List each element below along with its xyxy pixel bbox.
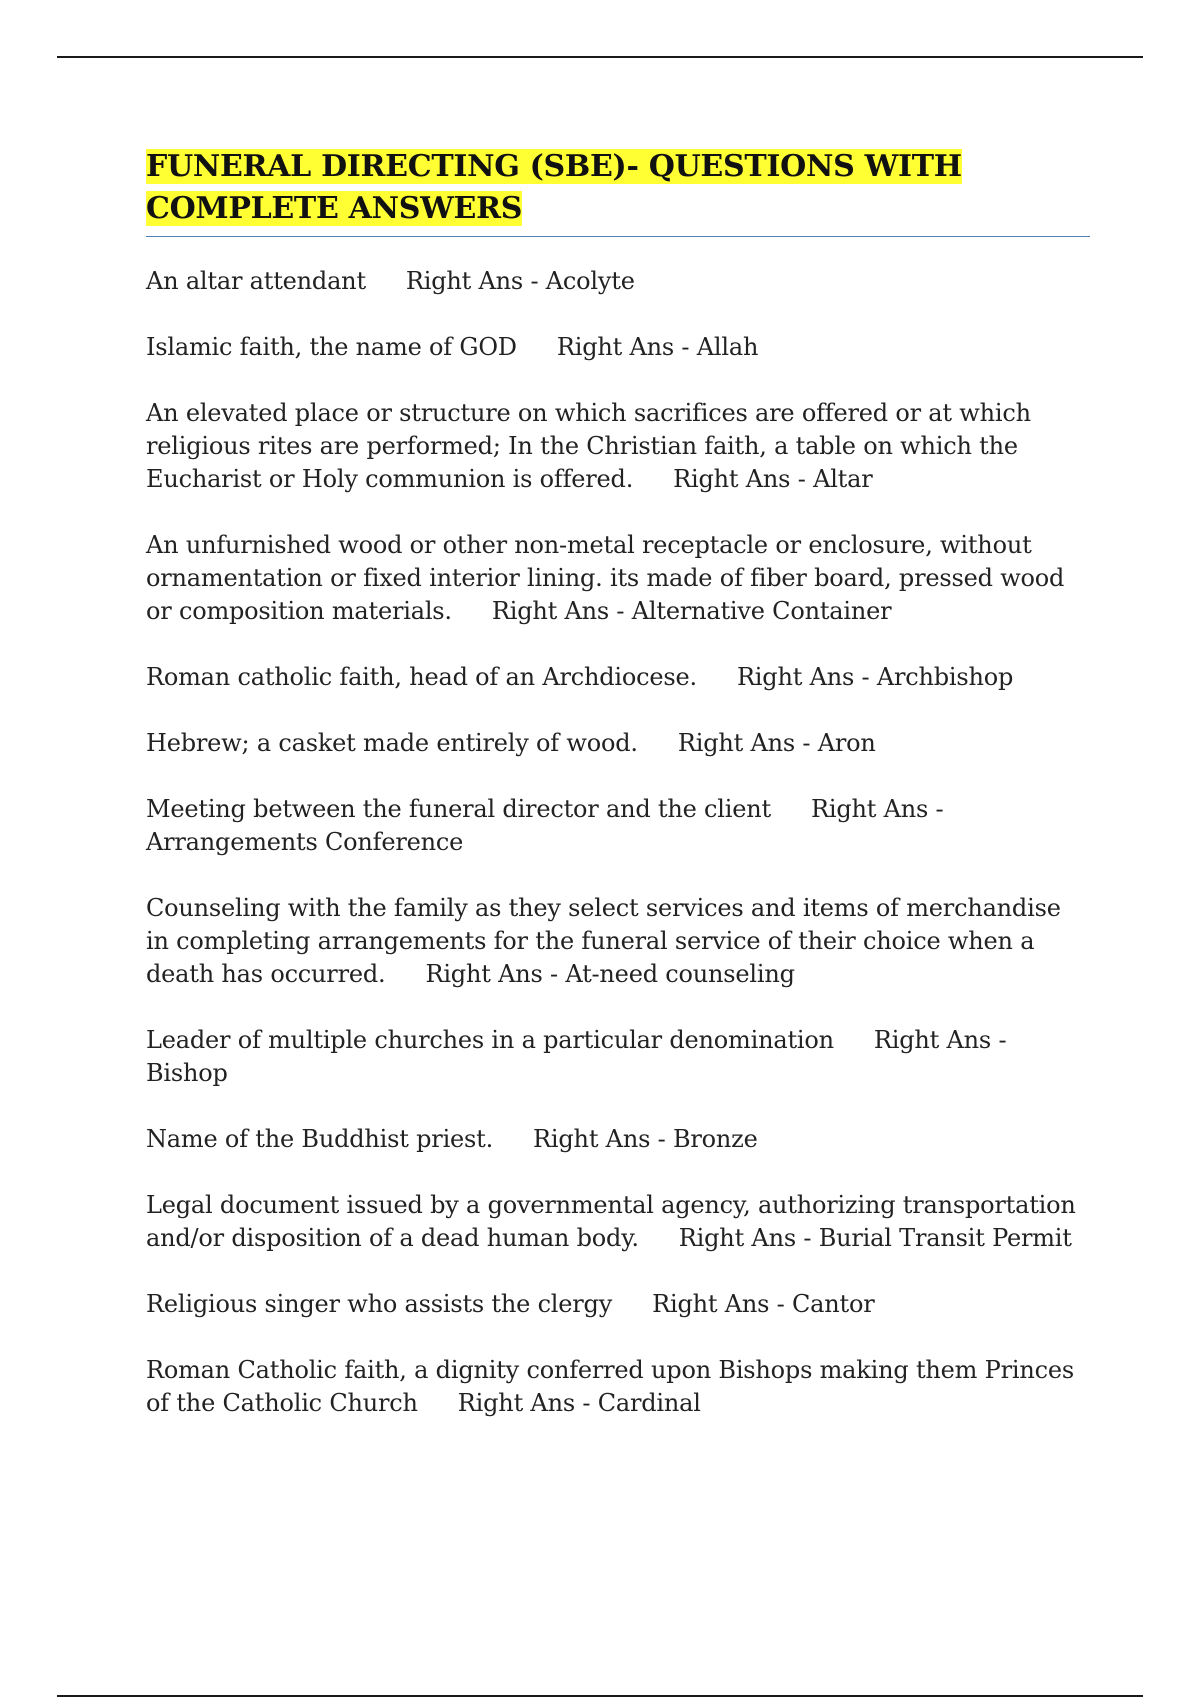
qa-item [146,793,1090,859]
qa-item [146,727,1090,760]
answer-text: Right Ans - Altar [673,465,873,493]
answer-text: Right Ans - Alternative Container [491,597,892,625]
qa-item [146,529,1090,628]
answer-text: Right Ans - Cardinal [457,1389,701,1417]
question-text: Roman Catholic faith, a dignity conferred upon Bishops making them Princes of the Catholic Church [146,1356,1074,1417]
question-text: Legal document issued by a governmental agency, authorizing transportation and/or disposition of a dead human body. [146,1191,1076,1252]
title-line-1: FUNERAL DIRECTING (SBE)- QUESTIONS WITH [146,149,962,184]
qa-list [146,265,1090,1420]
qa-item [146,265,1090,298]
answer-text: Right Ans - Archbishop [736,663,1014,691]
question-text: Meeting between the funeral director and the client [146,795,771,823]
question-text: An unfurnished wood or other non-metal receptacle or enclosure, without ornamentation or fixed interior lining. its made of fiber board, pressed wood or composition materials. [146,531,1065,625]
answer-text: Right Ans - At-need counseling [425,960,795,988]
question-text: Counseling with the family as they select services and items of merchandise in completing arrangements for the funeral service of their choice when a death has occurred. [146,894,1061,988]
qa-item [146,892,1090,991]
question-text: An altar attendant [146,267,366,295]
title-line-2: COMPLETE ANSWERS [146,191,523,226]
document-body [146,146,1090,1453]
answer-text: Right Ans - Acolyte [405,267,635,295]
title-block [146,146,1090,237]
question-text: Leader of multiple churches in a particular denomination [146,1026,834,1054]
qa-item [146,1288,1090,1321]
question-text: Islamic faith, the name of GOD [146,333,517,361]
question-text: Hebrew; a casket made entirely of wood. [146,729,638,757]
answer-text: Right Ans - Aron [677,729,876,757]
answer-text: Right Ans - Allah [556,333,759,361]
answer-text: Right Ans - Bronze [533,1125,758,1153]
answer-text: Right Ans - Burial Transit Permit [678,1224,1072,1252]
qa-item [146,1024,1090,1090]
document-title [146,146,1090,230]
answer-text: Right Ans - Cantor [652,1290,875,1318]
question-text: Roman catholic faith, head of an Archdiocese. [146,663,697,691]
qa-item [146,331,1090,364]
answer-text: Right Ans - Arrangements Conference [146,795,944,856]
qa-item [146,1354,1090,1420]
question-text: Religious singer who assists the clergy [146,1290,613,1318]
question-text: Name of the Buddhist priest. [146,1125,494,1153]
qa-item [146,1189,1090,1255]
answer-text: Right Ans - Bishop [146,1026,1007,1087]
qa-item [146,1123,1090,1156]
qa-item [146,397,1090,496]
bottom-rule [57,1695,1143,1697]
qa-item [146,661,1090,694]
question-text: An elevated place or structure on which sacrifices are offered or at which religious rites are performed; In the Christian faith, a table on which the Eucharist or Holy communion is offered. [146,399,1031,493]
top-rule [57,56,1143,58]
